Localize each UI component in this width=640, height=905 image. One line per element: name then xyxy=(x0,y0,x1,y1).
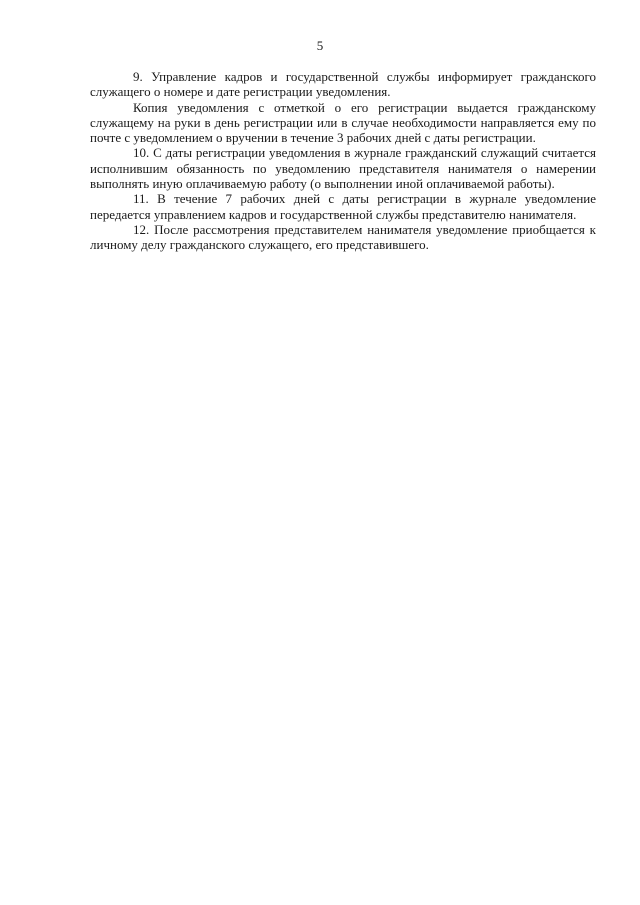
paragraph-10: 10. С даты регистрации уведомления в журнале гражданский служащий считается исполнившим обязанность по уведомлению представителя нанимателя о намерении выполнять иную оплачиваемую работу (о выполнении иной оплачиваемой работы). xyxy=(90,145,596,192)
paragraph-12: 12. После рассмотрения представителем нанимателя уведомление приобщается к личному делу гражданского служащего, его представившего. xyxy=(90,221,596,253)
paragraph-11: 11. В течение 7 рабочих дней с даты регистрации в журнале уведомление передается управлением кадров и государственной службы представителю нанимателя. xyxy=(90,191,596,222)
document-body xyxy=(90,69,596,253)
page-number: 5 xyxy=(316,38,324,53)
paragraph-9-copy: Копия уведомления с отметкой о его регистрации выдается гражданскому служащему на руки в день регистрации или в случае необходимости направляется ему по почте с уведомлением о вручении в течение 3 рабочих дней с даты регистрации. xyxy=(90,99,596,146)
paragraph-9: 9. Управление кадров и государственной службы информирует гражданского служащего о номере и дате регистрации уведомления. xyxy=(90,69,596,100)
